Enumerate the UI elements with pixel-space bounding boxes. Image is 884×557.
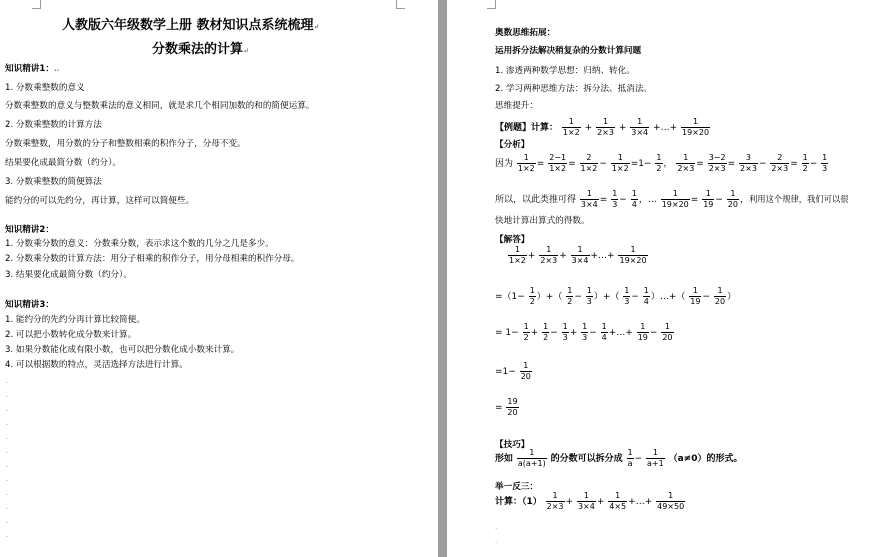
text-line: 分数乘整数，用分数的分子和整数相乘的积作分子，分母不变。 <box>5 139 246 149</box>
text-line: 3. 结果要化成最简分数（约分）。 <box>5 270 132 280</box>
practice-label: 举一反三： <box>495 482 538 492</box>
section-heading: 知识精讲1：.. <box>5 64 60 74</box>
text-line: 2. 学习两种思维方法：拆分法、抵消法。 <box>495 84 653 94</box>
page-corner-mark <box>396 0 405 9</box>
example-equation: 【例题】计算： $\frac{1}{1\times 2}$ + $\frac{1}{2\times 3}$ + $\frac{1}{3\times 4}$ +…+ $\frac{1}{19\times 20}$ <box>495 117 710 137</box>
section-heading: 知识精讲3： <box>5 300 54 310</box>
document-page-right <box>447 0 884 557</box>
page-gutter <box>438 0 447 557</box>
page-corner-mark <box>487 0 496 9</box>
text-line: 4. 可以根据数的特点，灵活选择方法进行计算。 <box>5 360 188 370</box>
text-line: 2. 可以把小数转化成分数来计算。 <box>5 330 137 340</box>
section-heading: 奥数思维拓展： <box>495 28 556 38</box>
solution-line-5: = $\frac{19}{20}$ <box>495 397 518 417</box>
analysis-equation: 因为 $\frac{1}{1\times 2}$ = $\frac{2-1}{1\times 2}$ = $\frac{2}{1\times 2}$ − $\frac{1}{1\times 2}$ =1− $\frac{1}{2}$ ， $\frac{1}{2\times 3}$ = $\frac{3-2}{2\times 3}$ = $\frac{3}{2\times 3}$ − $\frac{2}{2\times 3}$ = $\frac{1}{2}$ − $\frac{1}{3}$ <box>495 153 828 173</box>
text-line: 1. 渗透两种数学思想：归纳、转化。 <box>495 66 635 76</box>
tip-label: 【技巧】 <box>495 440 530 450</box>
solution-line-3: = 1− $\frac{1}{2}$ + $\frac{1}{2}$ − $\frac{1}{3}$ + $\frac{1}{3}$ − $\frac{1}{4}$ +…+ $\frac{1}{19}$ − $\frac{1}{20}$ <box>495 322 673 342</box>
paragraph-marks: . . . . . . . . . . . . <box>6 377 9 539</box>
practice-equation: 计算：（1） $\frac{1}{2\times 3}$ + $\frac{1}{3\times 4}$ + $\frac{1}{4\times 5}$ +…+ $\frac{1}{49\times 50}$ <box>495 491 685 511</box>
page-corner-mark <box>32 0 41 9</box>
text-line: 快地计算出算式的得数。 <box>495 216 590 226</box>
section-heading: 知识精讲2： <box>5 225 54 235</box>
document-title: 人教版六年级数学上册 教材知识点系统梳理↵ <box>62 18 320 33</box>
analysis-label: 【分析】 <box>495 140 530 150</box>
text-line: 能约分的可以先约分，再计算，这样可以简便些。 <box>5 196 195 206</box>
solution-line-1: $\frac{1}{1\times 2}$ + $\frac{1}{2\times 3}$ + $\frac{1}{3\times 4}$ +…+ $\frac{1}{19\times 20}$ <box>509 245 647 265</box>
solution-label: 【解答】 <box>495 235 530 245</box>
text-line: 3. 分数乘整数的简便算法 <box>5 177 102 187</box>
text-line: 1. 能约分的先约分再计算比较简便。 <box>5 315 145 325</box>
section-heading: 运用拆分法解决稍复杂的分数计算问题 <box>495 46 642 56</box>
text-line: 2. 分数乘整数的计算方法 <box>5 120 102 130</box>
text-line: 1. 分数乘分数的意义：分数乘分数，表示求这个数的几分之几是多少。 <box>5 239 274 249</box>
document-page-left <box>0 0 438 557</box>
pattern-equation: 所以，以此类推可得 $\frac{1}{3\times 4}$ = $\frac{1}{3}$ − $\frac{1}{4}$ ，… $\frac{1}{19\times 20}$ = $\frac{1}{19}$ − $\frac{1}{20}$ ，利用这个规律，我们可以很 <box>495 189 849 209</box>
text-line: 思维提升： <box>495 101 538 111</box>
text-line: 分数乘整数的意义与整数乘法的意义相同，就是求几个相同加数的和的简便运算。 <box>5 101 315 111</box>
solution-line-2: =（1− $\frac{1}{2}$ ）+（ $\frac{1}{2}$ − $\frac{1}{3}$ ）+（ $\frac{1}{3}$ − $\frac{1}{4}$ ）…+（ $\frac{1}{19}$ − $\frac{1}{20}$ ） <box>495 286 737 306</box>
text-line: 1. 分数乘整数的意义 <box>5 83 85 93</box>
solution-line-4: =1− $\frac{1}{20}$ <box>495 361 531 381</box>
text-line: 结果要化成最简分数（约分）。 <box>5 158 122 168</box>
document-subtitle: 分数乘法的计算↵ <box>152 42 249 57</box>
tip-equation: 形如 $\frac{1}{a(a+1)}$ 的分数可以拆分成 $\frac{1}{a}$ − $\frac{1}{a+1}$ （a≠0）的形式。 <box>495 448 743 468</box>
paragraph-marks: . . <box>495 523 498 545</box>
text-line: 2. 分数乘分数的计算方法：用分子相乘的积作分子，用分母相乘的积作分母。 <box>5 254 300 264</box>
text-line: 3. 如果分数能化成有限小数，也可以把分数化成小数来计算。 <box>5 345 240 355</box>
